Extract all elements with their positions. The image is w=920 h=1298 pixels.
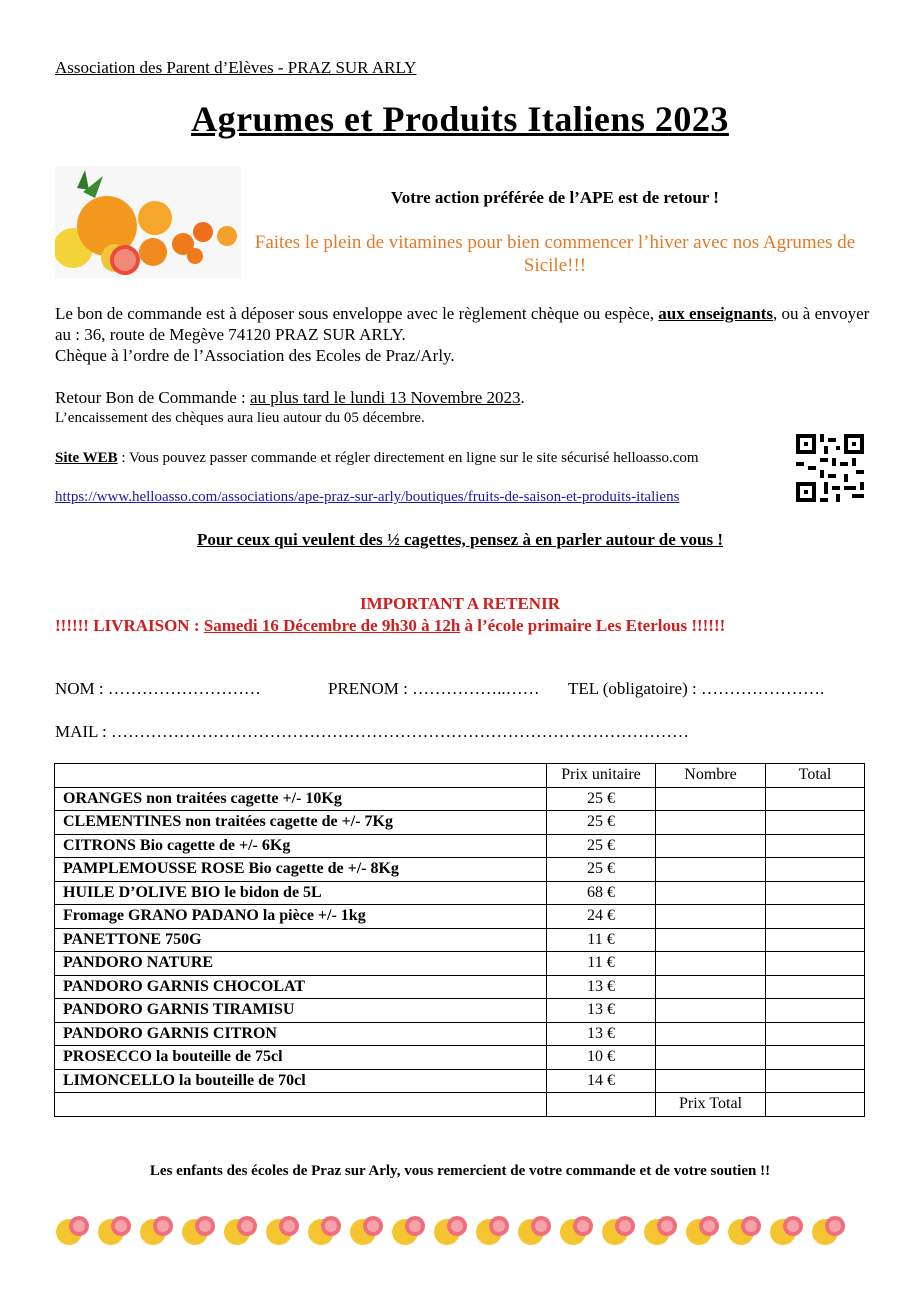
total-cell[interactable]: [766, 811, 865, 835]
unit-price: 25 €: [547, 858, 656, 882]
header-quantity: Nombre: [656, 764, 766, 788]
citrus-slice-icon: [770, 1216, 803, 1245]
website-label: Site WEB: [55, 450, 118, 466]
citrus-slice-icon: [602, 1216, 635, 1245]
table-row: [55, 999, 865, 1023]
citrus-border-decoration: [55, 1210, 845, 1250]
unit-price: 11 €: [547, 928, 656, 952]
product-name: LIMONCELLO la bouteille de 70cl: [55, 1069, 547, 1093]
total-price-label: Prix Total: [656, 1093, 766, 1117]
table-row: [55, 834, 865, 858]
header-unit-price: Prix unitaire: [547, 764, 656, 788]
quantity-cell[interactable]: [656, 928, 766, 952]
quantity-cell[interactable]: [656, 905, 766, 929]
citrus-slice-icon: [224, 1216, 257, 1245]
table-row: [55, 928, 865, 952]
quantity-cell[interactable]: [656, 999, 766, 1023]
total-cell[interactable]: [766, 787, 865, 811]
instructions-teachers: aux enseignants: [658, 304, 774, 323]
unit-price: 14 €: [547, 1069, 656, 1093]
total-cell[interactable]: [766, 1046, 865, 1070]
total-cell[interactable]: [766, 999, 865, 1023]
table-row: [55, 881, 865, 905]
intro-headline: Votre action préférée de l’APE est de retour !: [391, 188, 719, 207]
total-cell[interactable]: [766, 952, 865, 976]
table-row: [55, 811, 865, 835]
instructions-text-1: Le bon de commande est à déposer sous enveloppe avec le règlement chèque ou espèce,: [55, 304, 659, 323]
quantity-cell[interactable]: [656, 1046, 766, 1070]
total-cell[interactable]: [766, 928, 865, 952]
mail-field[interactable]: MAIL : …………………………………………………………………………………………: [55, 722, 690, 741]
unit-price: 11 €: [547, 952, 656, 976]
product-name: PANDORO GARNIS TIRAMISU: [55, 999, 547, 1023]
citrus-slice-icon: [266, 1216, 299, 1245]
quantity-cell[interactable]: [656, 1069, 766, 1093]
empty-cell: [547, 1093, 656, 1117]
cheque-cashing-note: L’encaissement des chèques aura lieu autour du 05 décembre.: [55, 410, 425, 426]
product-name: PANETTONE 750G: [55, 928, 547, 952]
product-name: HUILE D’OLIVE BIO le bidon de 5L: [55, 881, 547, 905]
half-crate-note: Pour ceux qui veulent des ½ cagettes, pensez à en parler autour de vous !: [196, 530, 724, 549]
quantity-cell[interactable]: [656, 858, 766, 882]
table-row: [55, 1046, 865, 1070]
table-row: [55, 1022, 865, 1046]
product-name: Fromage GRANO PADANO la pièce +/- 1kg: [55, 905, 547, 929]
product-name: PANDORO GARNIS CHOCOLAT: [55, 975, 547, 999]
unit-price: 24 €: [547, 905, 656, 929]
return-date: au plus tard le lundi 13 Novembre 2023: [250, 388, 521, 407]
total-cell[interactable]: [766, 1069, 865, 1093]
instructions-text-2: , ou à envoyer au : 36, route de Megève 74120 PRAZ SUR ARLY.: [55, 304, 870, 344]
quantity-cell[interactable]: [656, 834, 766, 858]
thank-you-message: Les enfants des écoles de Praz sur Arly, vous remercient de votre commande et de votre soutien !!: [149, 1163, 771, 1179]
table-row: [55, 787, 865, 811]
product-name: ORANGES non traitées cagette +/- 10Kg: [55, 787, 547, 811]
return-end: .: [520, 388, 525, 407]
instructions-paragraph: [55, 303, 870, 366]
return-deadline: [55, 388, 525, 408]
citrus-slice-icon: [812, 1216, 845, 1245]
table-row: [55, 1069, 865, 1093]
product-name: PANDORO NATURE: [55, 952, 547, 976]
prenom-field[interactable]: PRENOM : ……………..……: [328, 679, 540, 698]
quantity-cell[interactable]: [656, 811, 766, 835]
intro-vitamins: Faites le plein de vitamines pour bien commencer l’hiver avec nos Agrumes de Sicile!!!: [254, 232, 856, 276]
quantity-cell[interactable]: [656, 975, 766, 999]
citrus-slice-icon: [476, 1216, 509, 1245]
quantity-cell[interactable]: [656, 1022, 766, 1046]
citrus-slice-icon: [518, 1216, 551, 1245]
nom-field[interactable]: NOM : ………………………: [55, 679, 261, 698]
citrus-slice-icon: [686, 1216, 719, 1245]
citrus-slice-icon: [308, 1216, 341, 1245]
unit-price: 13 €: [547, 975, 656, 999]
delivery-info: [55, 616, 725, 636]
table-row: [55, 905, 865, 929]
unit-price: 13 €: [547, 1022, 656, 1046]
return-label: Retour Bon de Commande :: [55, 388, 251, 407]
quantity-cell[interactable]: [656, 787, 766, 811]
total-cell[interactable]: [766, 1022, 865, 1046]
helloasso-link[interactable]: https://www.helloasso.com/associations/ape-praz-sur-arly/boutiques/fruits-de-saison-et-produits-italiens: [55, 489, 680, 505]
citrus-slice-icon: [140, 1216, 173, 1245]
total-cell[interactable]: [766, 975, 865, 999]
total-cell[interactable]: [766, 881, 865, 905]
header-product: [55, 764, 547, 788]
table-row: [55, 975, 865, 999]
website-text: : Vous pouvez passer commande et régler directement en ligne sur le site sécurisé helloasso.com: [117, 450, 699, 466]
total-cell[interactable]: [766, 858, 865, 882]
unit-price: 25 €: [547, 811, 656, 835]
product-name: CITRONS Bio cagette de +/- 6Kg: [55, 834, 547, 858]
citrus-slice-icon: [182, 1216, 215, 1245]
delivery-prefix: !!!!!! LIVRAISON :: [55, 616, 204, 635]
product-name: PANDORO GARNIS CITRON: [55, 1022, 547, 1046]
citrus-slice-icon: [350, 1216, 383, 1245]
qr-code-icon[interactable]: [796, 434, 864, 502]
citrus-slice-icon: [56, 1216, 89, 1245]
header-total: Total: [766, 764, 865, 788]
delivery-date: Samedi 16 Décembre de 9h30 à 12h: [203, 616, 461, 635]
empty-cell: [55, 1093, 547, 1117]
table-row: [55, 952, 865, 976]
unit-price: 25 €: [547, 787, 656, 811]
total-row: [55, 1093, 865, 1117]
order-table: [54, 763, 865, 1117]
important-heading: IMPORTANT A RETENIR: [360, 594, 560, 613]
association-name: Association des Parent d’Elèves - PRAZ SUR ARLY: [55, 58, 417, 77]
citrus-slice-icon: [98, 1216, 131, 1245]
page-title: Agrumes et Produits Italiens 2023: [191, 99, 729, 139]
citrus-slice-icon: [728, 1216, 761, 1245]
table-row: [55, 858, 865, 882]
website-info: [55, 450, 699, 467]
unit-price: 25 €: [547, 834, 656, 858]
cheque-order: Chèque à l’ordre de l’Association des Ecoles de Praz/Arly.: [55, 346, 455, 365]
grand-total-cell[interactable]: [766, 1093, 865, 1117]
citrus-slice-icon: [434, 1216, 467, 1245]
citrus-slice-icon: [644, 1216, 677, 1245]
unit-price: 68 €: [547, 881, 656, 905]
total-cell[interactable]: [766, 905, 865, 929]
unit-price: 13 €: [547, 999, 656, 1023]
product-name: PROSECCO la bouteille de 75cl: [55, 1046, 547, 1070]
tel-field[interactable]: TEL (obligatoire) : ………………….: [568, 679, 825, 698]
total-cell[interactable]: [766, 834, 865, 858]
quantity-cell[interactable]: [656, 881, 766, 905]
delivery-suffix: à l’école primaire Les Eterlous !!!!!!: [460, 616, 726, 635]
product-name: CLEMENTINES non traitées cagette de +/- 7Kg: [55, 811, 547, 835]
citrus-slice-icon: [560, 1216, 593, 1245]
citrus-slice-icon: [392, 1216, 425, 1245]
table-header-row: [55, 764, 865, 788]
unit-price: 10 €: [547, 1046, 656, 1070]
citrus-fruits-image: [55, 166, 241, 278]
quantity-cell[interactable]: [656, 952, 766, 976]
product-name: PAMPLEMOUSSE ROSE Bio cagette de +/- 8Kg: [55, 858, 547, 882]
